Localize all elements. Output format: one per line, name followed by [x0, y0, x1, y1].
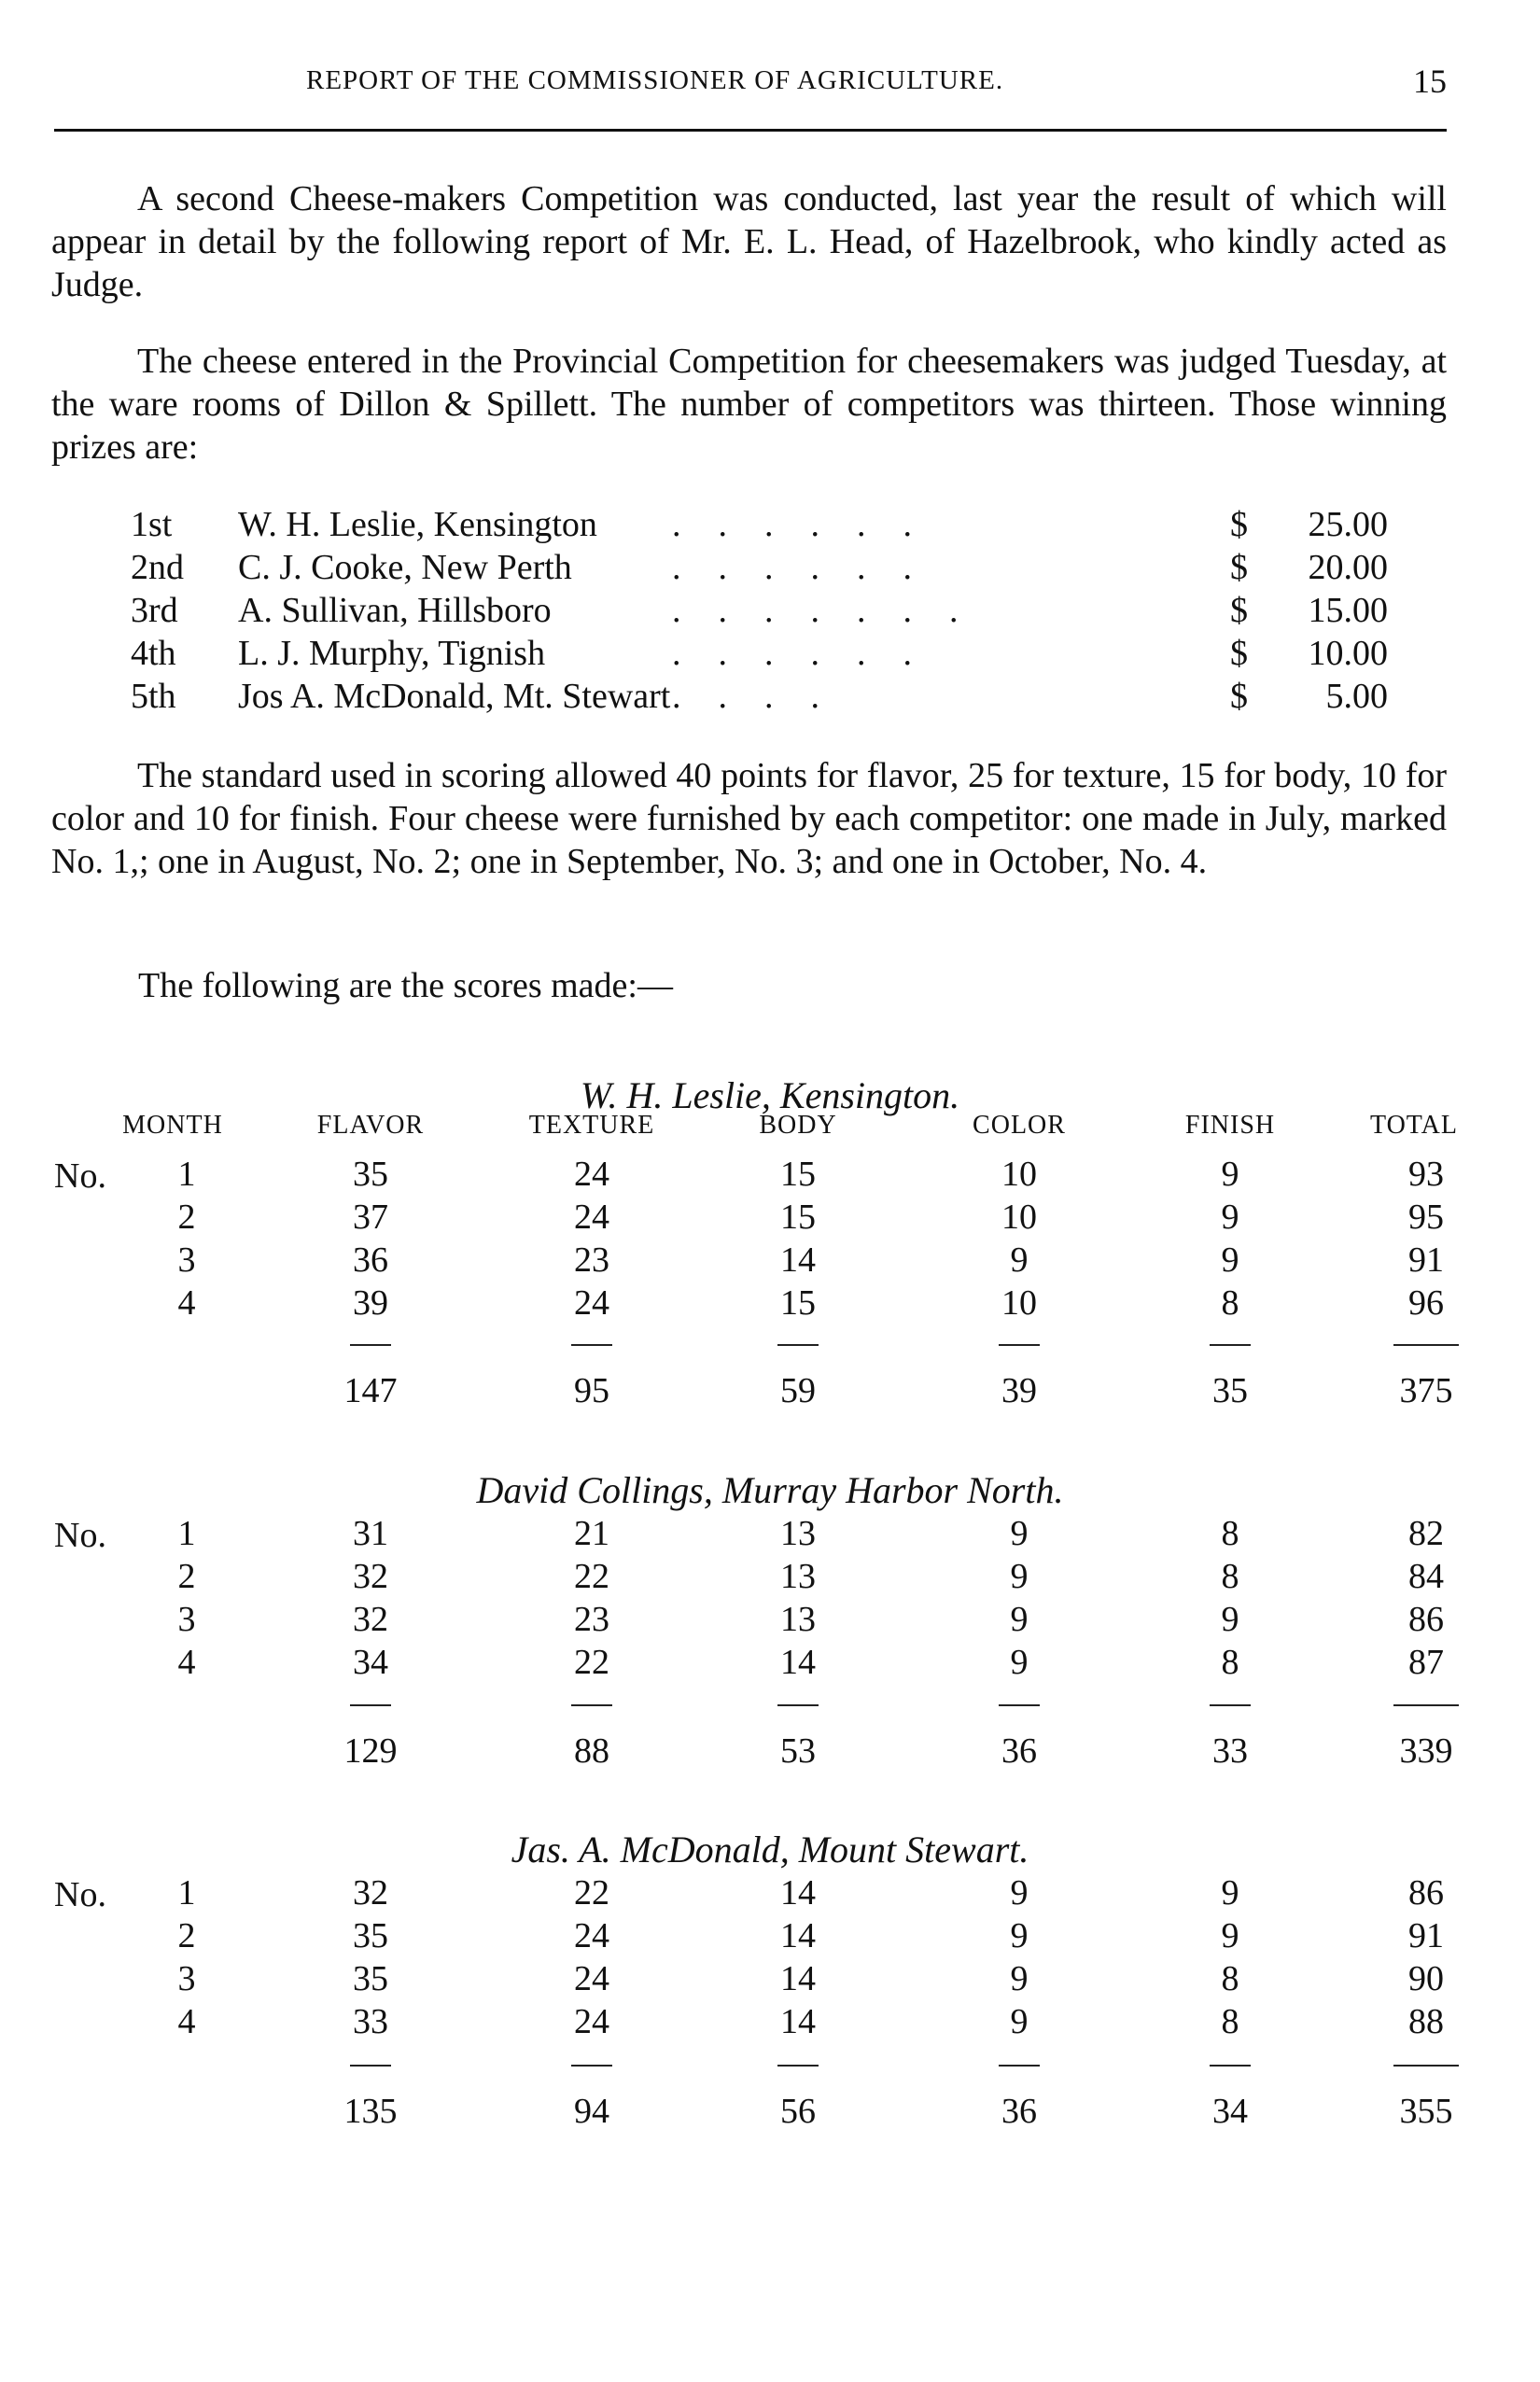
score-color: 9: [1010, 1873, 1029, 1913]
sum-rule: [1393, 1344, 1459, 1346]
prize-winner: A. Sullivan, Hillsboro: [238, 591, 552, 630]
score-month: 4: [177, 1643, 196, 1682]
column-header-texture: TEXTURE: [528, 1111, 655, 1140]
column-header-month: MONTH: [122, 1111, 223, 1140]
score-body: 14: [780, 1916, 816, 1955]
total-total: 375: [1399, 1371, 1453, 1410]
sum-rule: [1210, 2065, 1251, 2067]
score-texture: 22: [574, 1643, 609, 1682]
score-flavor: 34: [353, 1643, 388, 1682]
score-flavor: 32: [353, 1873, 388, 1913]
score-total: 95: [1408, 1198, 1444, 1237]
total-texture: 94: [574, 2092, 609, 2131]
score-finish: 9: [1221, 1873, 1239, 1913]
dot-leader: ......: [672, 548, 949, 587]
score-color: 10: [1001, 1283, 1037, 1323]
column-header-finish: FINISH: [1184, 1111, 1276, 1140]
competitor-name: Jas. A. McDonald, Mount Stewart.: [511, 1829, 1029, 1871]
total-body: 56: [780, 2092, 816, 2131]
score-month: 2: [177, 1916, 196, 1955]
score-month: 4: [177, 2002, 196, 2041]
paragraph-intro: [51, 177, 1447, 306]
prize-value: 25.00: [1308, 505, 1388, 544]
score-body: 15: [780, 1198, 816, 1237]
total-color: 36: [1001, 2092, 1037, 2131]
prize-row: [0, 633, 1540, 676]
dot-leader: ....: [672, 677, 857, 716]
score-flavor: 35: [353, 1916, 388, 1955]
prize-amount: [1230, 676, 1388, 717]
sum-rule: [777, 1344, 819, 1346]
total-finish: 35: [1212, 1371, 1248, 1410]
score-texture: 23: [574, 1240, 609, 1280]
column-header-flavor: FLAVOR: [316, 1111, 425, 1140]
score-body: 14: [780, 1240, 816, 1280]
currency-sign: $: [1230, 548, 1248, 587]
score-finish: 8: [1221, 1959, 1239, 1998]
column-header-total: TOTAL: [1369, 1111, 1459, 1140]
sum-rule: [1393, 1704, 1459, 1706]
score-body: 15: [780, 1283, 816, 1323]
score-flavor: 35: [353, 1959, 388, 1998]
total-flavor: 129: [343, 1731, 398, 1771]
score-body: 14: [780, 1959, 816, 1998]
sum-rule: [571, 1704, 612, 1706]
score-texture: 24: [574, 1959, 609, 1998]
score-total: 96: [1408, 1283, 1444, 1323]
total-flavor: 147: [343, 1371, 398, 1410]
header-rule: [54, 129, 1447, 132]
score-flavor: 36: [353, 1240, 388, 1280]
prize-value: 20.00: [1308, 548, 1388, 587]
prize-row: [0, 676, 1540, 719]
prize-place: 3rd: [131, 591, 178, 630]
prize-winner: Jos A. McDonald, Mt. Stewart: [238, 677, 671, 716]
column-header-color: COLOR: [973, 1111, 1066, 1140]
prize-value: 10.00: [1308, 634, 1388, 673]
sum-rule: [777, 2065, 819, 2067]
currency-sign: $: [1230, 591, 1248, 630]
score-month: 3: [177, 1600, 196, 1639]
score-flavor: 39: [353, 1283, 388, 1323]
score-finish: 8: [1221, 1283, 1239, 1323]
dot-leader: ......: [672, 634, 949, 673]
sum-rule: [1210, 1344, 1251, 1346]
prize-place: 4th: [131, 634, 176, 673]
score-month: 2: [177, 1557, 196, 1596]
sum-rule: [1210, 1704, 1251, 1706]
score-texture: 24: [574, 1283, 609, 1323]
score-flavor: 35: [353, 1155, 388, 1194]
sum-rule: [1393, 2065, 1459, 2067]
score-total: 90: [1408, 1959, 1444, 1998]
prize-value: 15.00: [1308, 591, 1388, 630]
sum-rule: [999, 1704, 1040, 1706]
score-total: 84: [1408, 1557, 1444, 1596]
running-title: REPORT OF THE COMMISSIONER OF AGRICULTURE.: [306, 65, 1004, 95]
score-color: 9: [1010, 1240, 1029, 1280]
paragraph-standard: [51, 754, 1447, 883]
score-texture: 24: [574, 1198, 609, 1237]
score-total: 93: [1408, 1155, 1444, 1194]
score-color: 9: [1010, 2002, 1029, 2041]
prize-amount: [1230, 633, 1388, 674]
currency-sign: $: [1230, 677, 1248, 716]
score-texture: 24: [574, 1155, 609, 1194]
prize-winner: L. J. Murphy, Tignish: [238, 634, 546, 673]
scores-lead: The following are the scores made:—: [138, 966, 673, 1005]
sum-rule: [571, 2065, 612, 2067]
score-color: 9: [1010, 1959, 1029, 1998]
score-month: 3: [177, 1959, 196, 1998]
score-finish: 8: [1221, 1643, 1239, 1682]
prize-row: [0, 590, 1540, 633]
score-texture: 22: [574, 1557, 609, 1596]
prize-place: 2nd: [131, 548, 184, 587]
column-header-body: BODY: [759, 1111, 837, 1140]
prize-amount: [1230, 547, 1388, 588]
score-flavor: 32: [353, 1557, 388, 1596]
score-finish: 9: [1221, 1198, 1239, 1237]
total-finish: 34: [1212, 2092, 1248, 2131]
sum-rule: [999, 1344, 1040, 1346]
score-total: 86: [1408, 1873, 1444, 1913]
page-number: 15: [1413, 63, 1447, 100]
score-body: 13: [780, 1600, 816, 1639]
total-texture: 88: [574, 1731, 609, 1771]
score-month: 3: [177, 1240, 196, 1280]
score-finish: 9: [1221, 1600, 1239, 1639]
dot-leader: ......: [672, 505, 949, 544]
score-finish: 9: [1221, 1240, 1239, 1280]
score-body: 14: [780, 2002, 816, 2041]
total-flavor: 135: [343, 2092, 398, 2131]
score-color: 10: [1001, 1198, 1037, 1237]
score-texture: 22: [574, 1873, 609, 1913]
score-total: 91: [1408, 1240, 1444, 1280]
score-texture: 21: [574, 1514, 609, 1553]
score-month: 4: [177, 1283, 196, 1323]
row-number-label: No.: [54, 1516, 106, 1555]
score-flavor: 31: [353, 1514, 388, 1553]
score-finish: 9: [1221, 1916, 1239, 1955]
currency-sign: $: [1230, 505, 1248, 544]
score-body: 13: [780, 1514, 816, 1553]
paragraph-intro-text: A second Cheese-makers Competition was conducted, last year the result of which will appear in detail by the following report of Mr. E. L. Head, of Hazelbrook, who kindly acted as Judge.: [51, 179, 1447, 304]
score-color: 9: [1010, 1557, 1029, 1596]
score-color: 10: [1001, 1155, 1037, 1194]
total-color: 39: [1001, 1371, 1037, 1410]
score-color: 9: [1010, 1916, 1029, 1955]
paragraph-judging: [51, 340, 1447, 469]
total-total: 339: [1399, 1731, 1453, 1771]
score-flavor: 32: [353, 1600, 388, 1639]
currency-sign: $: [1230, 634, 1248, 673]
prize-amount: [1230, 590, 1388, 631]
prize-amount: [1230, 504, 1388, 545]
page-header: [54, 65, 1447, 103]
score-body: 13: [780, 1557, 816, 1596]
score-body: 14: [780, 1643, 816, 1682]
score-total: 91: [1408, 1916, 1444, 1955]
score-flavor: 37: [353, 1198, 388, 1237]
dot-leader: .......: [672, 591, 996, 630]
sum-rule: [571, 1344, 612, 1346]
score-body: 15: [780, 1155, 816, 1194]
score-month: 1: [177, 1514, 196, 1553]
score-texture: 24: [574, 2002, 609, 2041]
competitor-name: David Collings, Murray Harbor North.: [476, 1469, 1064, 1511]
prize-winner: C. J. Cooke, New Perth: [238, 548, 572, 587]
total-color: 36: [1001, 1731, 1037, 1771]
sum-rule: [350, 1344, 391, 1346]
prize-place: 1st: [131, 505, 173, 544]
prize-value: 5.00: [1325, 677, 1388, 716]
score-total: 87: [1408, 1643, 1444, 1682]
total-total: 355: [1399, 2092, 1453, 2131]
row-number-label: No.: [54, 1875, 106, 1914]
sum-rule: [777, 1704, 819, 1706]
prize-row: [0, 547, 1540, 590]
row-number-label: No.: [54, 1156, 106, 1196]
score-finish: 8: [1221, 2002, 1239, 2041]
competitor-name: W. H. Leslie, Kensington.: [580, 1074, 960, 1116]
score-month: 1: [177, 1873, 196, 1913]
score-finish: 8: [1221, 1557, 1239, 1596]
sum-rule: [350, 2065, 391, 2067]
score-finish: 8: [1221, 1514, 1239, 1553]
prize-place: 5th: [131, 677, 176, 716]
total-finish: 33: [1212, 1731, 1248, 1771]
score-total: 82: [1408, 1514, 1444, 1553]
score-color: 9: [1010, 1514, 1029, 1553]
paragraph-judging-text: The cheese entered in the Provincial Competition for cheesemakers was judged Tuesday, at the ware rooms of Dillon & Spillett. The number of competitors was thirteen. Those winning prizes are:: [51, 342, 1447, 467]
score-finish: 9: [1221, 1155, 1239, 1194]
score-total: 86: [1408, 1600, 1444, 1639]
prize-winner: W. H. Leslie, Kensington: [238, 505, 597, 544]
sum-rule: [999, 2065, 1040, 2067]
score-total: 88: [1408, 2002, 1444, 2041]
prize-row: [0, 504, 1540, 547]
total-body: 53: [780, 1731, 816, 1771]
total-body: 59: [780, 1371, 816, 1410]
sum-rule: [350, 1704, 391, 1706]
score-texture: 23: [574, 1600, 609, 1639]
score-month: 2: [177, 1198, 196, 1237]
paragraph-standard-text: The standard used in scoring allowed 40 points for flavor, 25 for texture, 15 for body, 10 for color and 10 for finish. Four cheese were furnished by each competitor: one made in July, marked No. 1,; one in August, No. 2; one in September, No. 3; and one in October, No. 4.: [51, 756, 1447, 881]
score-body: 14: [780, 1873, 816, 1913]
score-color: 9: [1010, 1600, 1029, 1639]
score-color: 9: [1010, 1643, 1029, 1682]
score-texture: 24: [574, 1916, 609, 1955]
score-month: 1: [177, 1155, 196, 1194]
total-texture: 95: [574, 1371, 609, 1410]
score-flavor: 33: [353, 2002, 388, 2041]
